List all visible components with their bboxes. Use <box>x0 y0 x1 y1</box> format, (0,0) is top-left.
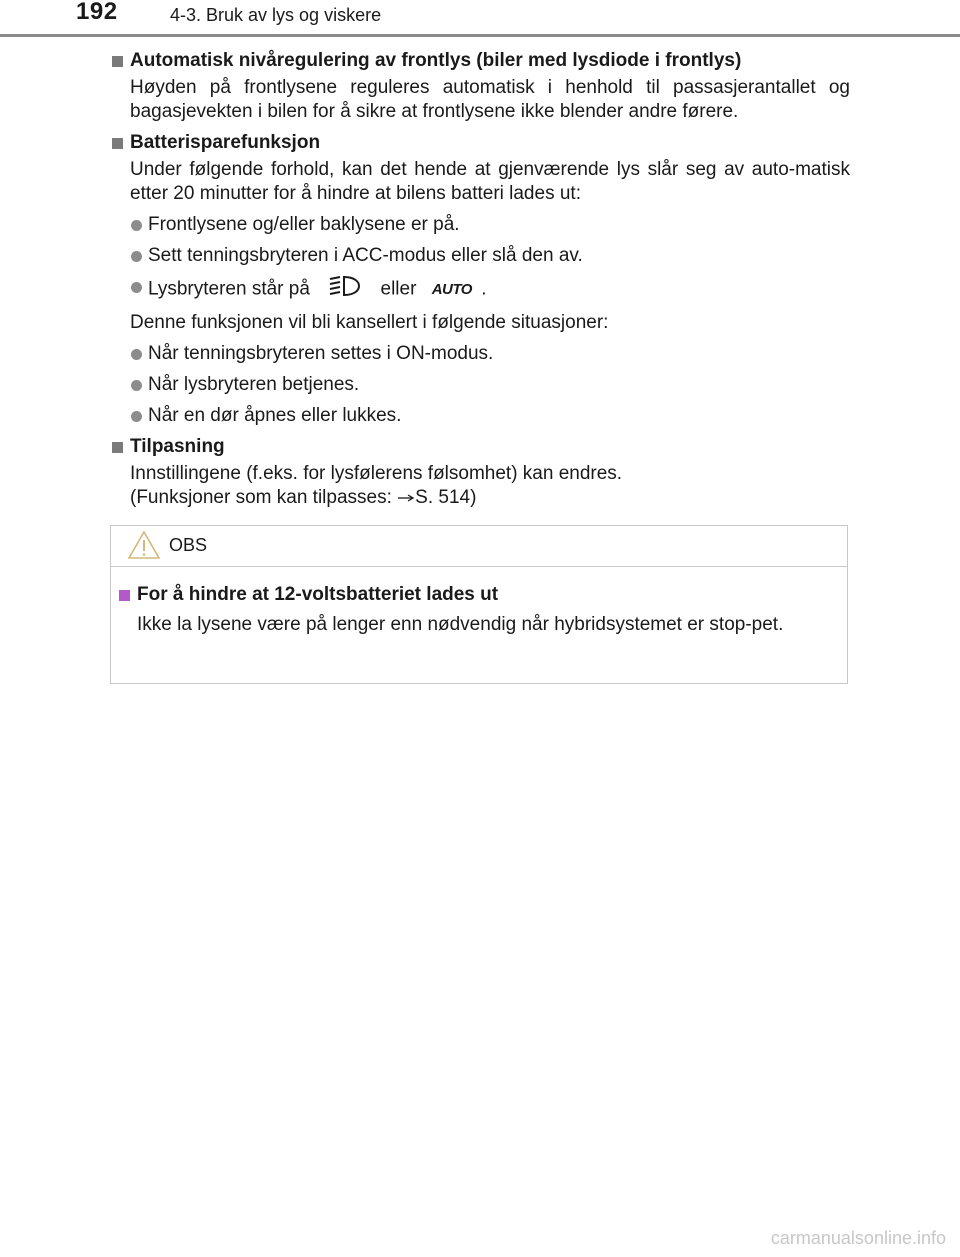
page-reference-link[interactable]: S. 514) <box>415 487 477 509</box>
headlight-icon <box>327 275 361 304</box>
notice-header <box>111 526 847 567</box>
battery-text: Under følgende forhold, kan det hende at gjenværende lys slår seg av auto-matisk etter 20 minutter for å hindre at bilens batteri lades ut: <box>130 159 850 204</box>
notice-heading: For å hindre at 12-voltsbatteriet lades ut <box>117 583 833 607</box>
list-item: Frontlysene og/eller baklysene er på. <box>110 213 850 237</box>
auto-icon: AUTO <box>431 280 472 298</box>
list-item: Når tenningsbryteren settes i ON-modus. <box>110 342 850 366</box>
warning-triangle-icon <box>127 530 161 565</box>
watermark: carmanualsonline.info <box>770 1228 946 1248</box>
cancel-text: Denne funksjonen vil bli kansellert i følgende situasjoner: <box>130 312 609 333</box>
square-bullet-icon <box>119 590 130 601</box>
circle-bullet-icon <box>131 282 142 293</box>
square-bullet-icon <box>112 56 123 67</box>
list-item: Når lysbryteren betjenes. <box>110 373 850 397</box>
page-header <box>0 0 960 38</box>
leveling-text: Høyden på frontlysene reguleres automatisk i henhold til passasjerantallet og bagasjevekten i bilen for å sikre at frontlysene ikke blender andre førere. <box>130 77 850 122</box>
notice-text: Ikke la lysene være på lenger enn nødvendig når hybridsystemet er stop-pet. <box>137 614 784 635</box>
notice-body <box>111 567 847 637</box>
section-title: 4-3. Bruk av lys og viskere <box>170 5 382 25</box>
circle-bullet-icon <box>131 411 142 422</box>
list-item: Sett tenningsbryteren i ACC-modus eller slå den av. <box>110 244 850 268</box>
list-item: Når en dør åpnes eller lukkes. <box>110 404 850 428</box>
main-content <box>110 49 850 510</box>
list-item-switch: Lysbryteren står på eller AUTO . <box>110 275 850 304</box>
square-bullet-icon <box>112 442 123 453</box>
circle-bullet-icon <box>131 380 142 391</box>
notice-title: OBS <box>169 535 208 555</box>
square-bullet-icon <box>112 138 123 149</box>
section-heading-leveling: Automatisk nivåregulering av frontlys (biler med lysdiode i frontlys) <box>110 49 850 73</box>
circle-bullet-icon <box>131 349 142 360</box>
section-heading-battery: Batterisparefunksjon <box>110 131 850 155</box>
circle-bullet-icon <box>131 220 142 231</box>
customization-text: Innstillingene (f.eks. for lysfølerens følsomhet) kan endres. (Funksjoner som kan tilpasses: S. 514) <box>130 463 623 509</box>
circle-bullet-icon <box>131 251 142 262</box>
notice-box <box>110 525 848 684</box>
arrow-right-icon <box>397 486 415 510</box>
page-number: 192 <box>76 0 118 25</box>
header-rule <box>0 34 960 37</box>
section-heading-customization: Tilpasning <box>110 435 850 459</box>
